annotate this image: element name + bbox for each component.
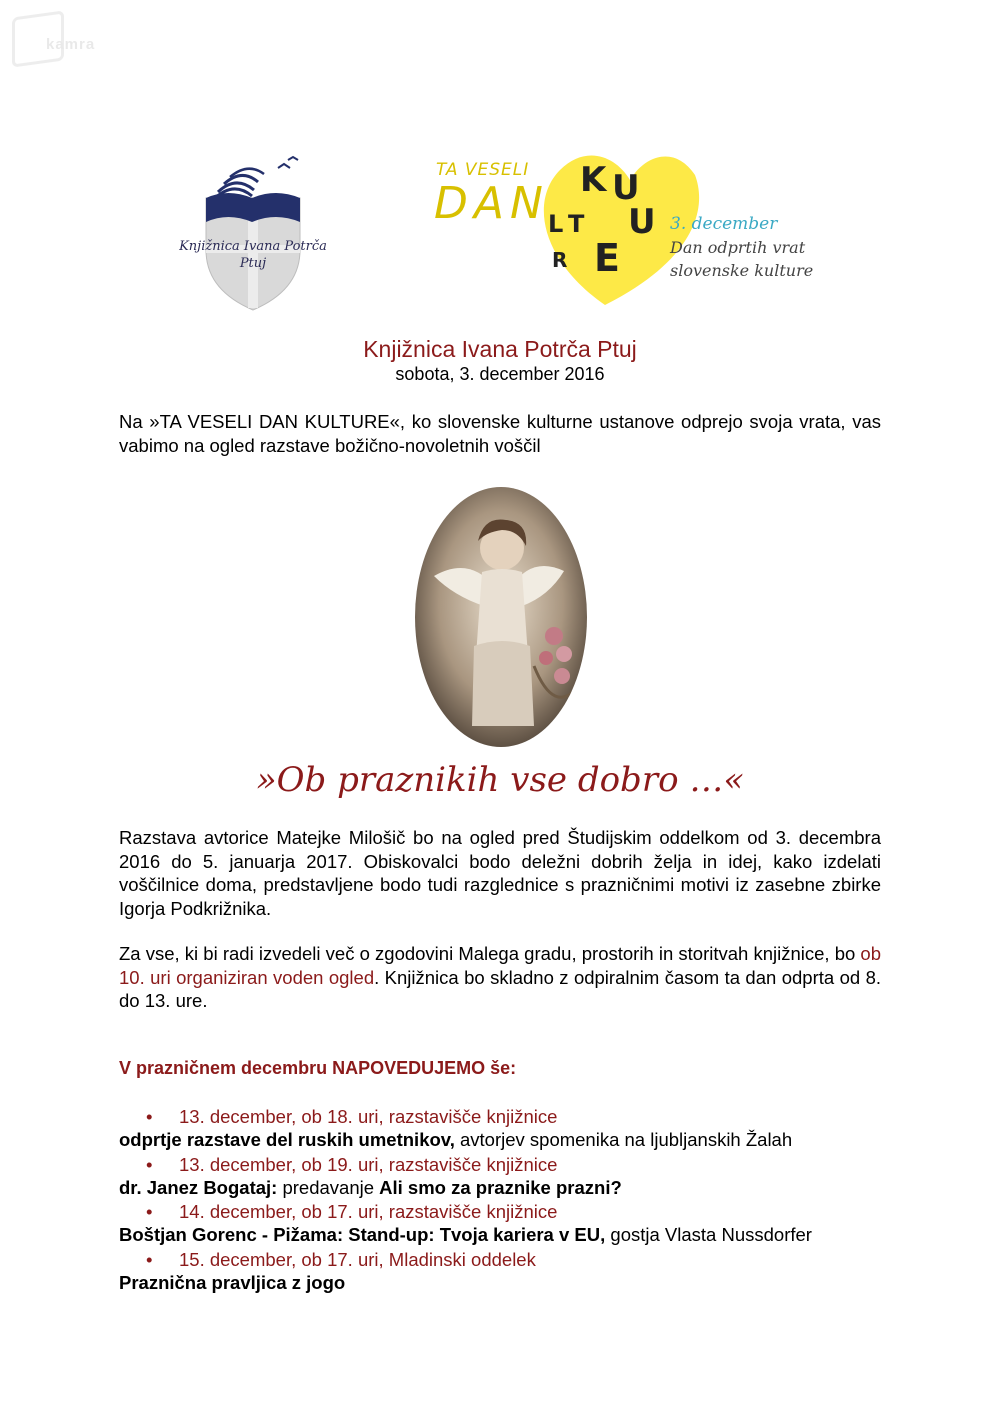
event-bold1: Praznična pravljica z jogo [119,1272,346,1293]
announcement-heading: V prazničnem decembru NAPOVEDUJEMO še: [119,1058,517,1078]
event-bold1: odprtje razstave del ruskih umetnikov, [119,1129,455,1150]
event-description [119,1176,622,1199]
festival-letter-t: T [568,210,585,238]
event-when-row [146,1200,557,1223]
festival-logo-big: DAN [434,178,549,229]
library-logo [168,150,338,315]
festival-letter-u2: U [628,202,656,242]
event-date: sobota, 3. december 2016 [395,364,605,384]
event-description [119,1128,792,1151]
event-bold2: Ali smo za praznike prazni? [379,1177,622,1198]
event-bold1: dr. Janez Bogataj: [119,1177,278,1198]
event-when: 15. december, ob 17. uri, Mladinski oddelek [179,1249,536,1270]
festival-logo-small: TA VESELI [436,160,530,180]
tour-highlight: ob 10. uri organiziran voden ogled [119,943,881,988]
event-when: 13. december, ob 19. uri, razstavišče knjižnice [179,1154,558,1175]
festival-letter-e: E [594,236,620,280]
vintage-angel-photo [414,486,588,748]
angel-image-icon [414,486,588,748]
event-when-row [146,1248,536,1271]
festival-letter-l: L [548,210,564,238]
festival-letter-r: R [552,248,568,272]
library-shield-icon [168,150,338,315]
event-bold1: Boštjan Gorenc - Pižama: Stand-up: Tvoja kariera v EU, [119,1224,606,1245]
watermark [8,10,113,58]
event-text1: gostja Vlasta Nussdorfer [605,1224,812,1245]
exhibition-paragraph: Razstava avtorice Matejke Milošič bo na ogled pred Študijskim oddelkom od 3. decembra 2016 do 5. januarja 2017. Obiskovalci bodo deležni dobrih želja in idej, kako izdelati voščilnice doma, predstavljene bodo tudi razglednice s prazničnimi motivi iz zasebne zbirke Igorja Podkrižnika. [119,827,881,919]
page-title: Knjižnica Ivana Potrča Ptuj [363,336,637,362]
event-text1: predavanje [277,1177,380,1198]
event-when: 14. december, ob 17. uri, razstavišče knjižnice [179,1201,558,1222]
event-when-row [146,1153,557,1176]
event-when: 13. december, ob 18. uri, razstavišče knjižnice [179,1106,558,1127]
watermark-text: kamra [46,36,96,53]
tour-text-after: . Knjižnica bo skladno z odpiralnim časom ta dan odprta od 8. do 13. ure. [119,966,881,1011]
bullet-icon: • [146,1201,153,1222]
intro-paragraph: Na »TA VESELI DAN KULTURE«, ko slovenske kulturne ustanove odprejo svoja vrata, vas vabimo na ogled razstave božično-novoletnih voščil [119,411,881,456]
library-logo-line1: Knjižnica Ivana Potrča [179,239,327,254]
bullet-icon: • [146,1154,153,1175]
library-logo-line2: Ptuj [239,256,267,271]
event-description [119,1223,812,1246]
festival-line1: Dan odprtih vrat [670,238,806,257]
exhibition-slogan: »Ob praznikih vse dobro …« [255,760,745,800]
festival-letter-u1: U [612,168,640,208]
bullet-icon: • [146,1106,153,1127]
festival-date: 3. december [670,214,778,234]
event-text1: avtorjev spomenika na ljubljanskih Žalah [454,1129,793,1150]
event-description [119,1271,345,1294]
festival-logo [390,140,850,310]
bullet-icon: • [146,1249,153,1270]
tour-paragraph [119,942,881,1013]
tour-text-before: Za vse, ki bi radi izvedeli več o zgodovini Malega gradu, prostorih in storitvah knjižnice, bo [119,943,861,964]
festival-letter-k: K [580,160,607,200]
festival-line2: slovenske kulture [670,261,814,280]
event-when-row [146,1105,557,1128]
